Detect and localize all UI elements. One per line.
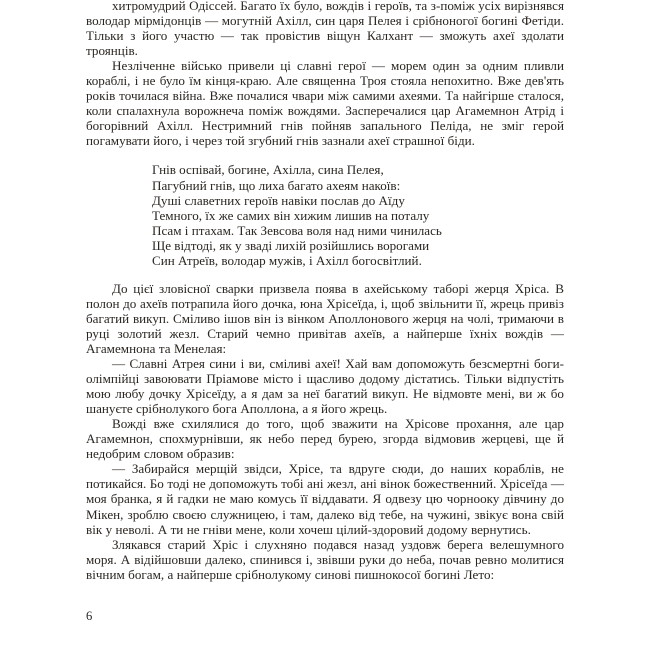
verse-line: Псам і птахам. Так Зевсова воля над ними чинилась [152, 222, 442, 238]
paragraph-5: Вожді вже схилялися до того, щоб зважити на Хрісове прохання, але цар Агамемнон, спохмурнівши, як небо перед бурею, згорда відмовив жерцеві, ще й недобрим словом образив: [86, 416, 564, 462]
verse-line: Темного, їх же самих він хижим лишив на поталу [152, 207, 430, 223]
verse-line: Ще відтоді, як у зваді лихій розійшлись ворогами [152, 237, 430, 253]
text-column [86, 0, 564, 582]
paragraph-2: Незліченне військо привели ці славні герої — морем один за одним пливли кораблі, і не було їм кінця-краю. Але священна Троя стояла непохитно. Вже дев'ять років точилася війна. Вже почалися чвари між самими ахеями. Та найгірше сталося, коли спалахнула ворожнеча поміж вождями. Засперечалися цар Агамемнон Атрід і богорівний Ахілл. Нестримний гнів пойняв запального Пеліда, не зміг герой погамувати його, і через той згубний гнів зазнали ахеї страшної біди. [86, 58, 564, 149]
verse-lines [152, 162, 564, 267]
paragraph-3: До цієї зловісної сварки призвела поява в ахейському таборі жерця Хріса. В полон до ахеїв потрапила його дочка, юна Хрісеїда, і, щоб звільнити її, жрець привіз багатий викуп. Сміливо ішов він із вінком Аполлонового жерця на чолі, тримаючи в руці золотий жезл. Старий чемно привітав ахеїв, а найперше їхніх вождів — Агамемнона та Менелая: [86, 280, 564, 356]
paragraph-4: — Славні Атрея сини і ви, сміливі ахеї! Хай вам допоможуть безсмертні боги-олімпійці завоювати Пріамове місто і щасливо додому дістатись. Тільки відпустіть мою любу дочку Хрісеїду, а я дам за неї багатий викуп. Не відмовте мені, ви ж бо шануєте срібнолукого бога Аполлона, а я його жрець. [86, 356, 564, 417]
paragraph-6: — Забирайся мерщій звідси, Хрісе, та вдруге сюди, до наших кораблів, не потикайся. Бо тоді не допоможуть тобі ані жезл, ані вінок божественний. Хрісеїда — моя бранка, я й гадки не маю комусь її віддавати. Я одвезу цю чорнооку дівчину до Мікен, зроблю своєю служницею, і там, далеко від тебе, на чужині, звікує вона свій вік у неволі. А ти не гніви мене, коли хочеш цілий-здоровий додому вернутись. [86, 461, 564, 537]
paragraph-7: Злякався старий Хріс і слухняно подався назад уздовж берега велешумного моря. А відійшовши далеко, спинився і, звівши руки до неба, почав ревно молитися вічним богам, а найперше срібнолукому синові пишнокосої богині Лето: [86, 536, 564, 582]
verse-block [86, 162, 564, 267]
paragraph-1: хитромудрий Одіссей. Багато їх було, вождів і героїв, та з-поміж усіх вирізнявся володар мірмідонців — могутній Ахілл, син царя Пелея і срібноногої богині Фетіди. Тільки з його участю — так провістив віщун Калхант — зможуть ахеї здолати троянців. [86, 0, 564, 59]
page-number: 6 [86, 609, 93, 623]
verse-line: Син Атреїв, володар мужів, і Ахілл богосвітлий. [152, 252, 422, 268]
verse-line: Гнів оспівай, богине, Ахілла, сина Пелея, [152, 162, 384, 178]
verse-line: Душі славетних героїв навіки послав до Аїду [152, 192, 405, 208]
verse-line: Пагубний гнів, що лиха багато ахеям накоїв: [152, 177, 401, 193]
